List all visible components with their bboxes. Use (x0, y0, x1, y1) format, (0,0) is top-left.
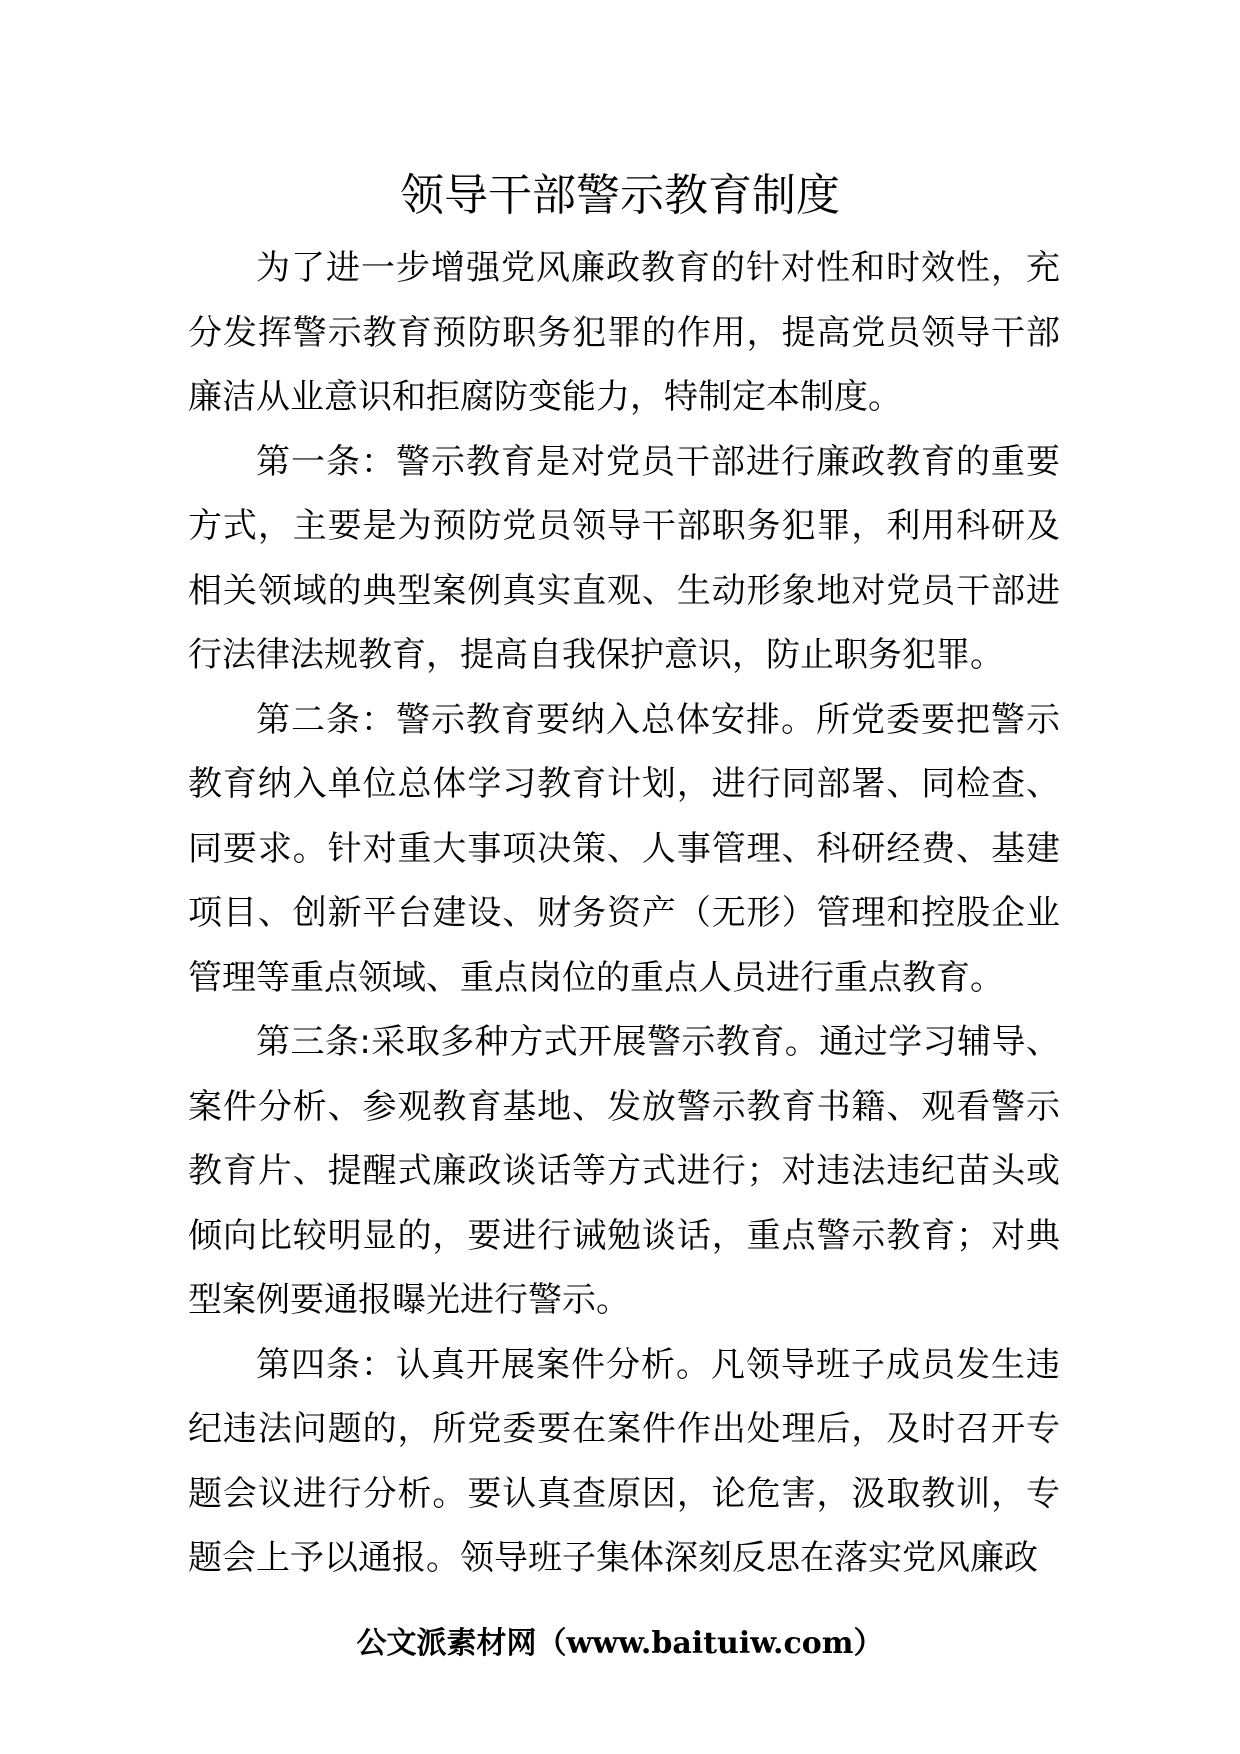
paragraph-article-3: 第三条:采取多种方式开展警示教育。通过学习辅导、案件分析、参观教育基地、发放警示教育书籍、观看警示教育片、提醒式廉政谈话等方式进行；对违法违纪苗头或倾向比较明显的，要进行诫勉谈话，重点警示教育；对典型案例要通报曝光进行警示。 (188, 1022, 1060, 1320)
footer-watermark: 公文派素材网（www.baituiw.com） (356, 1626, 884, 1661)
paragraph-article-2: 第二条：警示教育要纳入总体安排。所党委要把警示教育纳入单位总体学习教育计划，进行同部署、同检查、同要求。针对重大事项决策、人事管理、科研经费、基建项目、创新平台建设、财务资产（无形）管理和控股企业管理等重点领域、重点岗位的重点人员进行重点教育。 (188, 699, 1060, 998)
paragraph-intro: 为了进一步增强党风廉政教育的针对性和时效性，充分发挥警示教育预防职务犯罪的作用，提高党员领导干部廉洁从业意识和拒腐防变能力，特制定本制度。 (188, 248, 1060, 417)
document-title: 领导干部警示教育制度 (400, 170, 840, 221)
paragraph-article-4: 第四条：认真开展案件分析。凡领导班子成员发生违纪违法问题的，所党委要在案件作出处理后，及时召开专题会议进行分析。要认真查原因，论危害，汲取教训，专题会上予以通报。领导班子集体深刻反思在落实党风廉政 (188, 1344, 1060, 1578)
paragraph-article-1: 第一条：警示教育是对党员干部进行廉政教育的重要方式，主要是为预防党员领导干部职务犯罪，利用科研及相关领域的典型案例真实直观、生动形象地对党员干部进行法律法规教育，提高自我保护意识，防止职务犯罪。 (188, 441, 1060, 675)
document-body (188, 236, 1060, 1591)
